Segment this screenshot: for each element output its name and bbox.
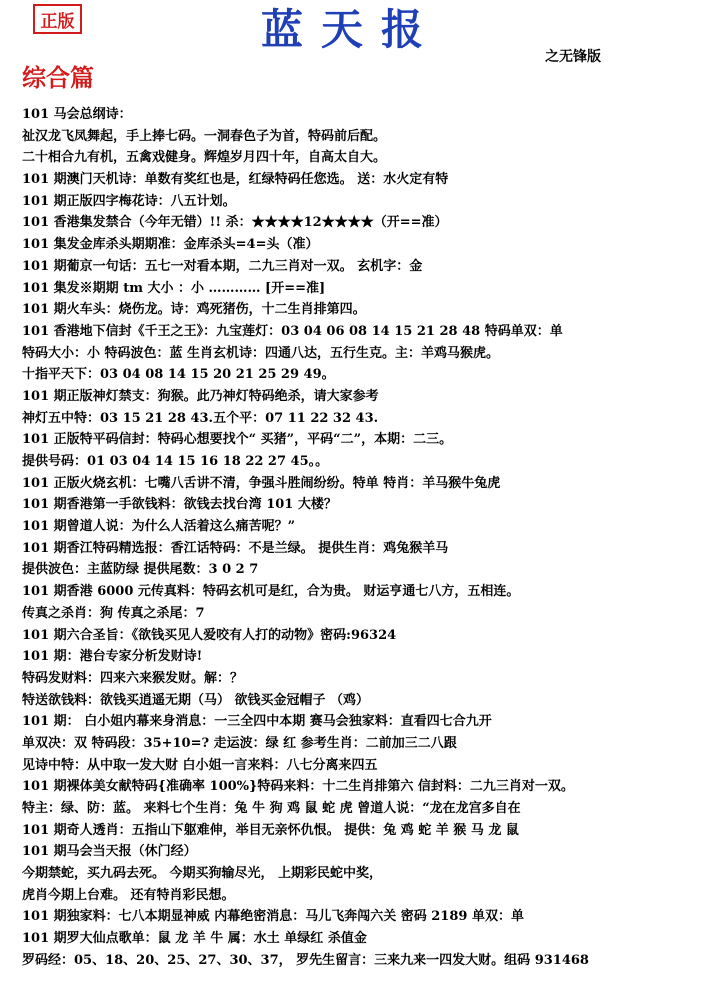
text-line: 特码发财料：四来六来猴发财。解：？ (22, 670, 244, 686)
text-line: 101 期马会当天报（休门经） (22, 844, 197, 860)
text-line: 见诗中特：从中取一发大财 白小姐一言来料：八七分离来四五 (22, 757, 378, 773)
section-heading: 综合篇 (22, 63, 94, 92)
text-line: 二十相合九有机，五禽戏健身。辉煌岁月四十年，自高太自大。 (22, 150, 387, 166)
text-line: 提供波色：主蓝防绿 提供尾数：3 0 2 7 (22, 562, 259, 578)
text-line: 101 期火车头：烧伤龙。诗：鸡死猪伤，十二生肖排第四。 (22, 302, 366, 318)
text-line: 101 集发※期期 tm 大小 ：小 ………… [开==准] (22, 280, 326, 296)
text-line: 101 期：港台专家分析发财诗! (22, 649, 203, 665)
text-line: 今期禁蛇，买九码去死。 今期买狗输尽光， 上期彩民蛇中奖， (22, 866, 383, 882)
text-line: 101 期正版四字梅花诗：八五计划。 (22, 193, 236, 209)
text-line: 特码大小：小 特码波色：蓝 生肖玄机诗：四通八达，五行生克。主：羊鸡马猴虎。 (22, 345, 500, 361)
text-line: 101 集发金库杀头期期准：金库杀头=4=头（准） (22, 237, 319, 253)
text-line: 101 期： 白小姐内幕来身消息：一三全四中本期 赛马会独家料：直看四七合九开 (22, 714, 492, 730)
text-line: 101 期正版神灯禁支：狗猴。此乃神灯特码绝杀，请大家参考 (22, 388, 379, 404)
text-line: 101 期葡京一句话：五七一对看本期，二九三肖对一双。 玄机字：金 (22, 258, 423, 274)
text-line: 罗码经：05、18、20、25、27、30、37， 罗先生留言：三来九来一四发大财。组码 931468 (22, 952, 589, 968)
text-line: 特主：绿、防：蓝。 来料七个生肖：兔 牛 狗 鸡 鼠 蛇 虎 曾道人说：“龙在龙宫多自在 (22, 801, 521, 816)
text-line: 提供号码：01 03 04 14 15 16 18 22 27 45。。 (22, 454, 329, 469)
content-body (22, 104, 692, 972)
text-line: 101 期裸体美女献特码{准确率 100%}特码来料：十二生肖排第六 信封料：二九三肖对一双。 (22, 779, 574, 795)
text-line: 传真之杀肖：狗 传真之杀尾：7 (22, 605, 205, 621)
text-line: 神灯五中特：03 15 21 28 43.五个平：07 11 22 32 43. (22, 410, 379, 426)
text-line: 虎肖今期上台难。 还有特肖彩民想。 (22, 887, 235, 903)
genuine-badge: 正版 (33, 4, 82, 34)
text-line: 101 期独家料：七八本期显神威 内幕绝密消息：马儿飞奔闯六关 密码 2189 单双：单 (22, 909, 524, 925)
text-line: 单双决：双 特码段：35+10=? 走运波：绿 红 参考生肖：二前加三二八跟 (22, 735, 457, 751)
text-line: 101 期香江特码精选报：香江话特码：不是兰绿。 提供生肖：鸡兔猴羊马 (22, 540, 449, 556)
text-line: 101 香港集发禁合（今年无错）!! 杀：★★★★12★★★★（开==准） (22, 215, 448, 231)
text-line: 101 期奇人透肖：五指山下躯难伸，举目无亲怀仇恨。 提供：兔 鸡 蛇 羊 猴 马 龙 鼠 (22, 822, 519, 838)
page-title: 蓝天报 (260, 5, 441, 54)
text-line: 101 期香港第一手欲钱料：欲钱去找台湾 101 大楼？ (22, 497, 337, 513)
text-line: 101 期曾道人说：为什么人活着这么痛苦呢？” (22, 519, 296, 535)
text-line: 101 期香港 6000 元传真料：特码玄机可是红，合为贵。 财运亨通七八方，五相连。 (22, 584, 520, 600)
text-line: 101 香港地下信封《千王之王》：九宝莲灯：03 04 06 08 14 15 21 28 48 特码单双：单 (22, 323, 563, 339)
text-line: 101 期澳门天机诗：单数有奖红也是，红绿特码任您选。 送：水火定有特 (22, 172, 449, 188)
edition-label: 之无锋版 (545, 49, 601, 65)
text-line: 祉汉龙飞凤舞起，手上捧七码。一洞春色子为首，特码前后配。 (22, 128, 387, 144)
text-line: 特送欲钱料：欲钱买逍遥无期（马） 欲钱买金冠帽子 （鸡） (22, 692, 370, 708)
text-line: 101 正版火烧玄机：七嘴八舌讲不清，争强斗胜闹纷纷。特单 特肖：羊马猴牛兔虎 (22, 475, 501, 491)
text-line: 101 马会总纲诗： (22, 107, 132, 122)
text-line: 101 期六合圣旨：《欲钱买见人爱咬有人打的动物》密码:96324 (22, 627, 397, 643)
text-line: 十指平天下：03 04 08 14 15 20 21 25 29 49。 (22, 367, 335, 383)
text-line: 101 期罗大仙点歌单：鼠 龙 羊 牛 属：水土 单绿红 杀值金 (22, 931, 367, 947)
text-line: 101 正版特平码信封：特码心想要找个“ 买猪”，平码“二”，本期：二三。 (22, 432, 453, 448)
